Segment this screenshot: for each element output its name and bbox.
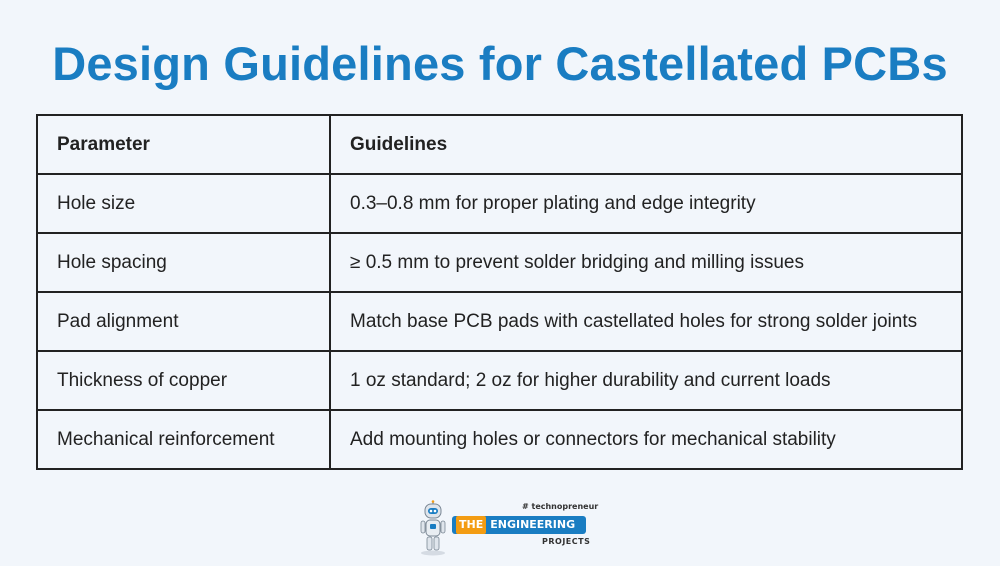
logo-the: THE bbox=[456, 516, 486, 534]
parameter-cell: Hole size bbox=[37, 174, 330, 233]
page-title: Design Guidelines for Castellated PCBs bbox=[52, 37, 948, 90]
table-row bbox=[37, 174, 962, 233]
guideline-cell: ≥ 0.5 mm to prevent solder bridging and milling issues bbox=[330, 233, 962, 292]
table-row bbox=[37, 351, 962, 410]
table-row bbox=[37, 292, 962, 351]
parameter-cell: Mechanical reinforcement bbox=[37, 410, 330, 469]
guideline-cell: Add mounting holes or connectors for mechanical stability bbox=[330, 410, 962, 469]
logo-subtitle: PROJECTS bbox=[542, 537, 591, 546]
column-header-parameter: Parameter bbox=[37, 115, 330, 174]
guidelines-table bbox=[36, 114, 963, 470]
guideline-cell: 1 oz standard; 2 oz for higher durability and current loads bbox=[330, 351, 962, 410]
logo-banner bbox=[452, 516, 586, 534]
guideline-cell: 0.3–0.8 mm for proper plating and edge integrity bbox=[330, 174, 962, 233]
engineering-projects-logo bbox=[416, 500, 616, 556]
column-header-guidelines: Guidelines bbox=[330, 115, 962, 174]
logo-tagline: # technopreneur bbox=[522, 502, 599, 511]
table-header-row bbox=[37, 115, 962, 174]
logo-name: ENGINEERING bbox=[490, 518, 576, 531]
table-row bbox=[37, 233, 962, 292]
parameter-cell: Hole spacing bbox=[37, 233, 330, 292]
robot-mascot-icon bbox=[416, 500, 450, 556]
parameter-cell: Pad alignment bbox=[37, 292, 330, 351]
guideline-cell: Match base PCB pads with castellated holes for strong solder joints bbox=[330, 292, 962, 351]
table-row bbox=[37, 410, 962, 469]
parameter-cell: Thickness of copper bbox=[37, 351, 330, 410]
